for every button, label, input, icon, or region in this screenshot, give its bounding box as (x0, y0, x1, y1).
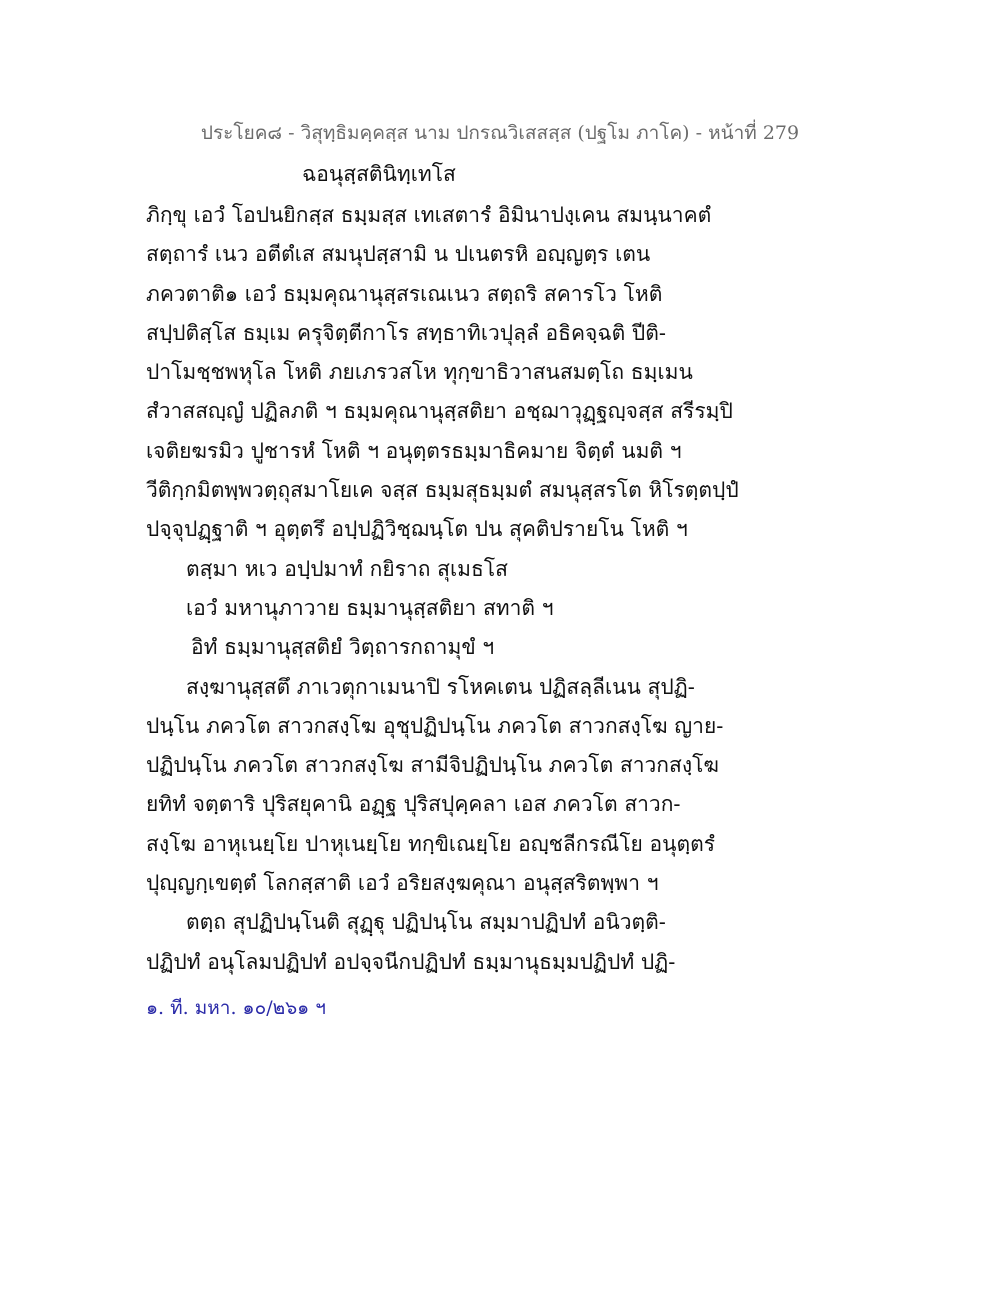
text-line: เจติยฆรมิว ปูชารหํ โหติ ฯ อนุตฺตรธมฺมาธิคมาย จิตฺตํ นมติ ฯ (146, 438, 682, 463)
text-line: สงฺโฆ อาหุเนยฺโย ปาหุเนยฺโย ทกฺขิเณยฺโย อญฺชลีกรณีโย อนุตฺตรํ (146, 831, 716, 856)
section-title: ฉอนุสฺสตินิทฺเทโส (302, 162, 456, 186)
text-line: ปจฺจุปฏฺฐาติ ฯ อุตฺตรึ อปฺปฏิวิชฺฌนฺโต ปน สุคติปรายโน โหติ ฯ (146, 517, 688, 542)
text-line: ยทิทํ จตฺตาริ ปุริสยุคานิ อฏฺฐ ปุริสปุคฺคลา เอส ภควโต สาวก- (146, 792, 681, 817)
text-line: สปฺปติสฺโส ธมฺเม ครุจิตฺตีกาโร สทฺธาทิเวปุลฺลํ อธิคจฺฉติ ปีติ- (146, 320, 666, 345)
verse-line: เอวํ มหานุภาวาย ธมฺมานุสฺสติยา สทาติ ฯ (186, 595, 554, 620)
text-line: สตฺถารํ เนว อตีตํเส สมนุปสฺสามิ น ปเนตรหิ อญฺญตฺร เตน (146, 242, 651, 267)
text-line: ปฏิปทํ อนุโลมปฏิปทํ อปจฺจนีกปฏิปทํ ธมฺมานุธมฺมปฏิปทํ ปฏิ- (146, 949, 676, 974)
text-line: ภิกฺขุ เอวํ โอปนยิกสฺส ธมฺมสฺส เทเสตารํ อิมินาปงฺเคน สมนฺนาคตํ (146, 203, 712, 227)
verse-line: อิทํ ธมฺมานุสฺสติยํ วิตฺถารกถามุขํ ฯ (191, 635, 495, 660)
text-line: ปนฺโน ภควโต สาวกสงฺโฆ อุชุปฏิปนฺโน ภควโต สาวกสงฺโฆ ญาย- (146, 713, 724, 738)
body-text (146, 196, 866, 982)
text-line: วีติกฺกมิตพฺพวตฺถุสมาโยเค จสฺส ธมฺมสุธมฺมตํ สมนุสฺสรโต หิโรตฺตปฺปํ (146, 478, 739, 503)
text-line: ภควตาติ๑ เอวํ ธมฺมคุณานุสฺสรเณเนว สตฺถริ สคารโว โหติ (146, 281, 663, 306)
text-line: สงฺฆานุสฺสตึ ภาเวตุกาเมนาปิ รโหคเตน ปฏิสลฺลีเนน สุปฏิ- (186, 674, 695, 699)
text-line: ปุญฺญกฺเขตฺตํ โลกสฺสาติ เอวํ อริยสงฺฆคุณา อนุสฺสริตพฺพา ฯ (146, 871, 659, 896)
text-line: ปฏิปนฺโน ภควโต สาวกสงฺโฆ สามีจิปฏิปนฺโน ภควโต สาวกสงฺโฆ (146, 753, 719, 778)
text-line: ปาโมชฺชพหุโล โหติ ภยเภรวสโห ทุกฺขาธิวาสนสมตฺโถ ธมฺเมน (146, 360, 693, 385)
text-line: สํวาสสญฺญํ ปฏิลภติ ฯ ธมฺมคุณานุสฺสติยา อชฺฌาวุฏฺฐญฺจสฺส สรีรมฺปิ (146, 399, 733, 424)
page-header: ประโยค๘ - วิสุทฺธิมคฺคสฺส นาม ปกรณวิเสสสฺส (ปฐโม ภาโค) - หน้าที่ 279 (200, 122, 800, 144)
text-line: ตตฺถ สุปฏิปนฺโนติ สุฏฺฐุ ปฏิปนฺโน สมฺมาปฏิปทํ อนิวตฺติ- (186, 910, 666, 935)
footnote: ๑. ที. มหา. ๑๐/๒๖๑ ฯ (146, 997, 326, 1019)
verse-line: ตสฺมา หเว อปฺปมาทํ กยิราถ สุเมธโส (186, 556, 508, 581)
